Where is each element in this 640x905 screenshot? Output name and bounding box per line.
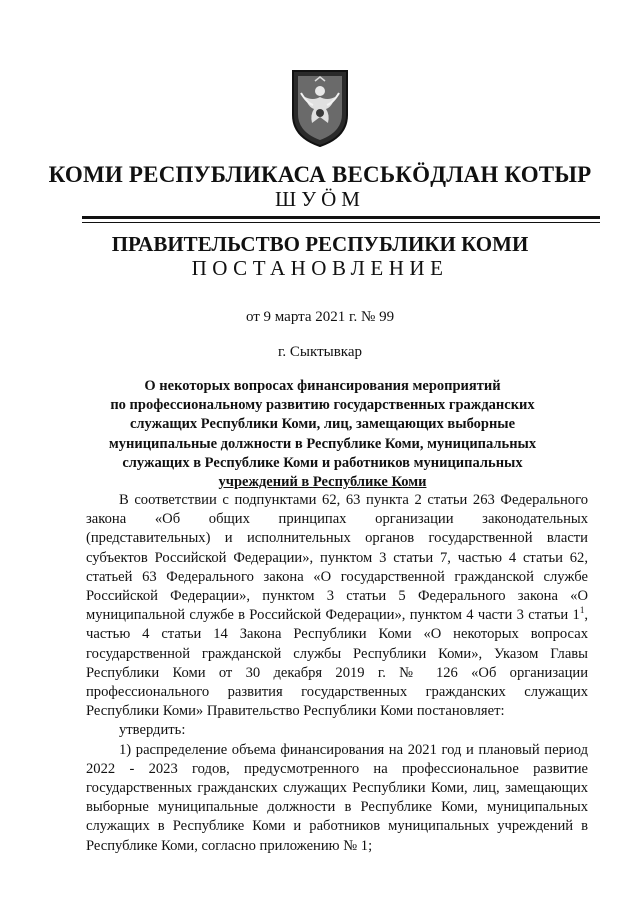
coat-of-arms-emblem — [289, 67, 351, 149]
header-divider-thick — [82, 216, 600, 219]
document-city: г. Сыктывкар — [277, 344, 363, 360]
title-line: учреждений в Республике Коми — [218, 474, 427, 491]
header-komi-title: КОМИ РЕСПУБЛИКАСА ВЕСЬКӦДЛАН КОТЫР — [48, 162, 592, 187]
document-title — [90, 377, 555, 492]
title-line: по профессиональному развитию государственных гражданских — [110, 397, 535, 414]
title-line: О некоторых вопросах финансирования мероприятий — [144, 378, 501, 394]
header-divider-thin — [82, 222, 600, 223]
superscript: 1 — [579, 605, 585, 616]
document-body — [86, 491, 588, 856]
body-paragraph — [86, 491, 588, 721]
document-date-number: от 9 марта 2021 г. № 99 — [245, 309, 395, 325]
header-document-type: ПОСТАНОВЛЕНИЕ — [191, 256, 449, 280]
title-line: служащих в Республике Коми и работников муниципальных — [122, 454, 523, 471]
header-government-title: ПРАВИТЕЛЬСТВО РЕСПУБЛИКИ КОМИ — [111, 232, 529, 256]
body-paragraph: утвердить: — [119, 722, 186, 739]
title-line: муниципальные должности в Республике Коми, муниципальных — [108, 435, 537, 452]
paragraph-text: В соответствии с подпунктами 62, 63 пункта 2 статьи 263 Федерального закона «Об общих принципах организации законодательных (представительных) и исполнительных органов государственной власти субъектов Российской Федерации», пунктом 3 статьи 7, частью 4 статьи 62, статьей 63 Федерального закона «О государственной гражданской службе Российской Федерации», пунктом 3 статьи 5 Федерального закона «О муниципальной службе в Российской Федерации», пунктом 4 части 3 статьи 1 — [86, 492, 588, 624]
paragraph-text: , частью 4 статьи 14 Закона Республики Коми «О некоторых вопросах государственной гражданской службы Республики Коми», Указом Главы Республики Коми от 30 декабря 2019 г. № 126 «Об организации профессионального развития государственных гражданских служащих Республики Коми» Правительство Республики Коми постановляет: — [86, 607, 588, 720]
header-komi-subtitle: ШУÖМ — [275, 187, 365, 211]
title-line: служащих Республики Коми, лиц, замещающих выборные — [129, 416, 516, 433]
body-paragraph: 1) распределение объема финансирования на 2021 год и плановый период 2022 - 2023 годов, предусмотренного на профессиональное развитие государственных гражданских служащих Республики Коми, лиц, замещающих выборные муниципальные должности в Республике Коми, муниципальных служащих в Республике Коми и работников муниципальных учреждений в Республике Коми, согласно приложению № 1; — [86, 741, 588, 854]
